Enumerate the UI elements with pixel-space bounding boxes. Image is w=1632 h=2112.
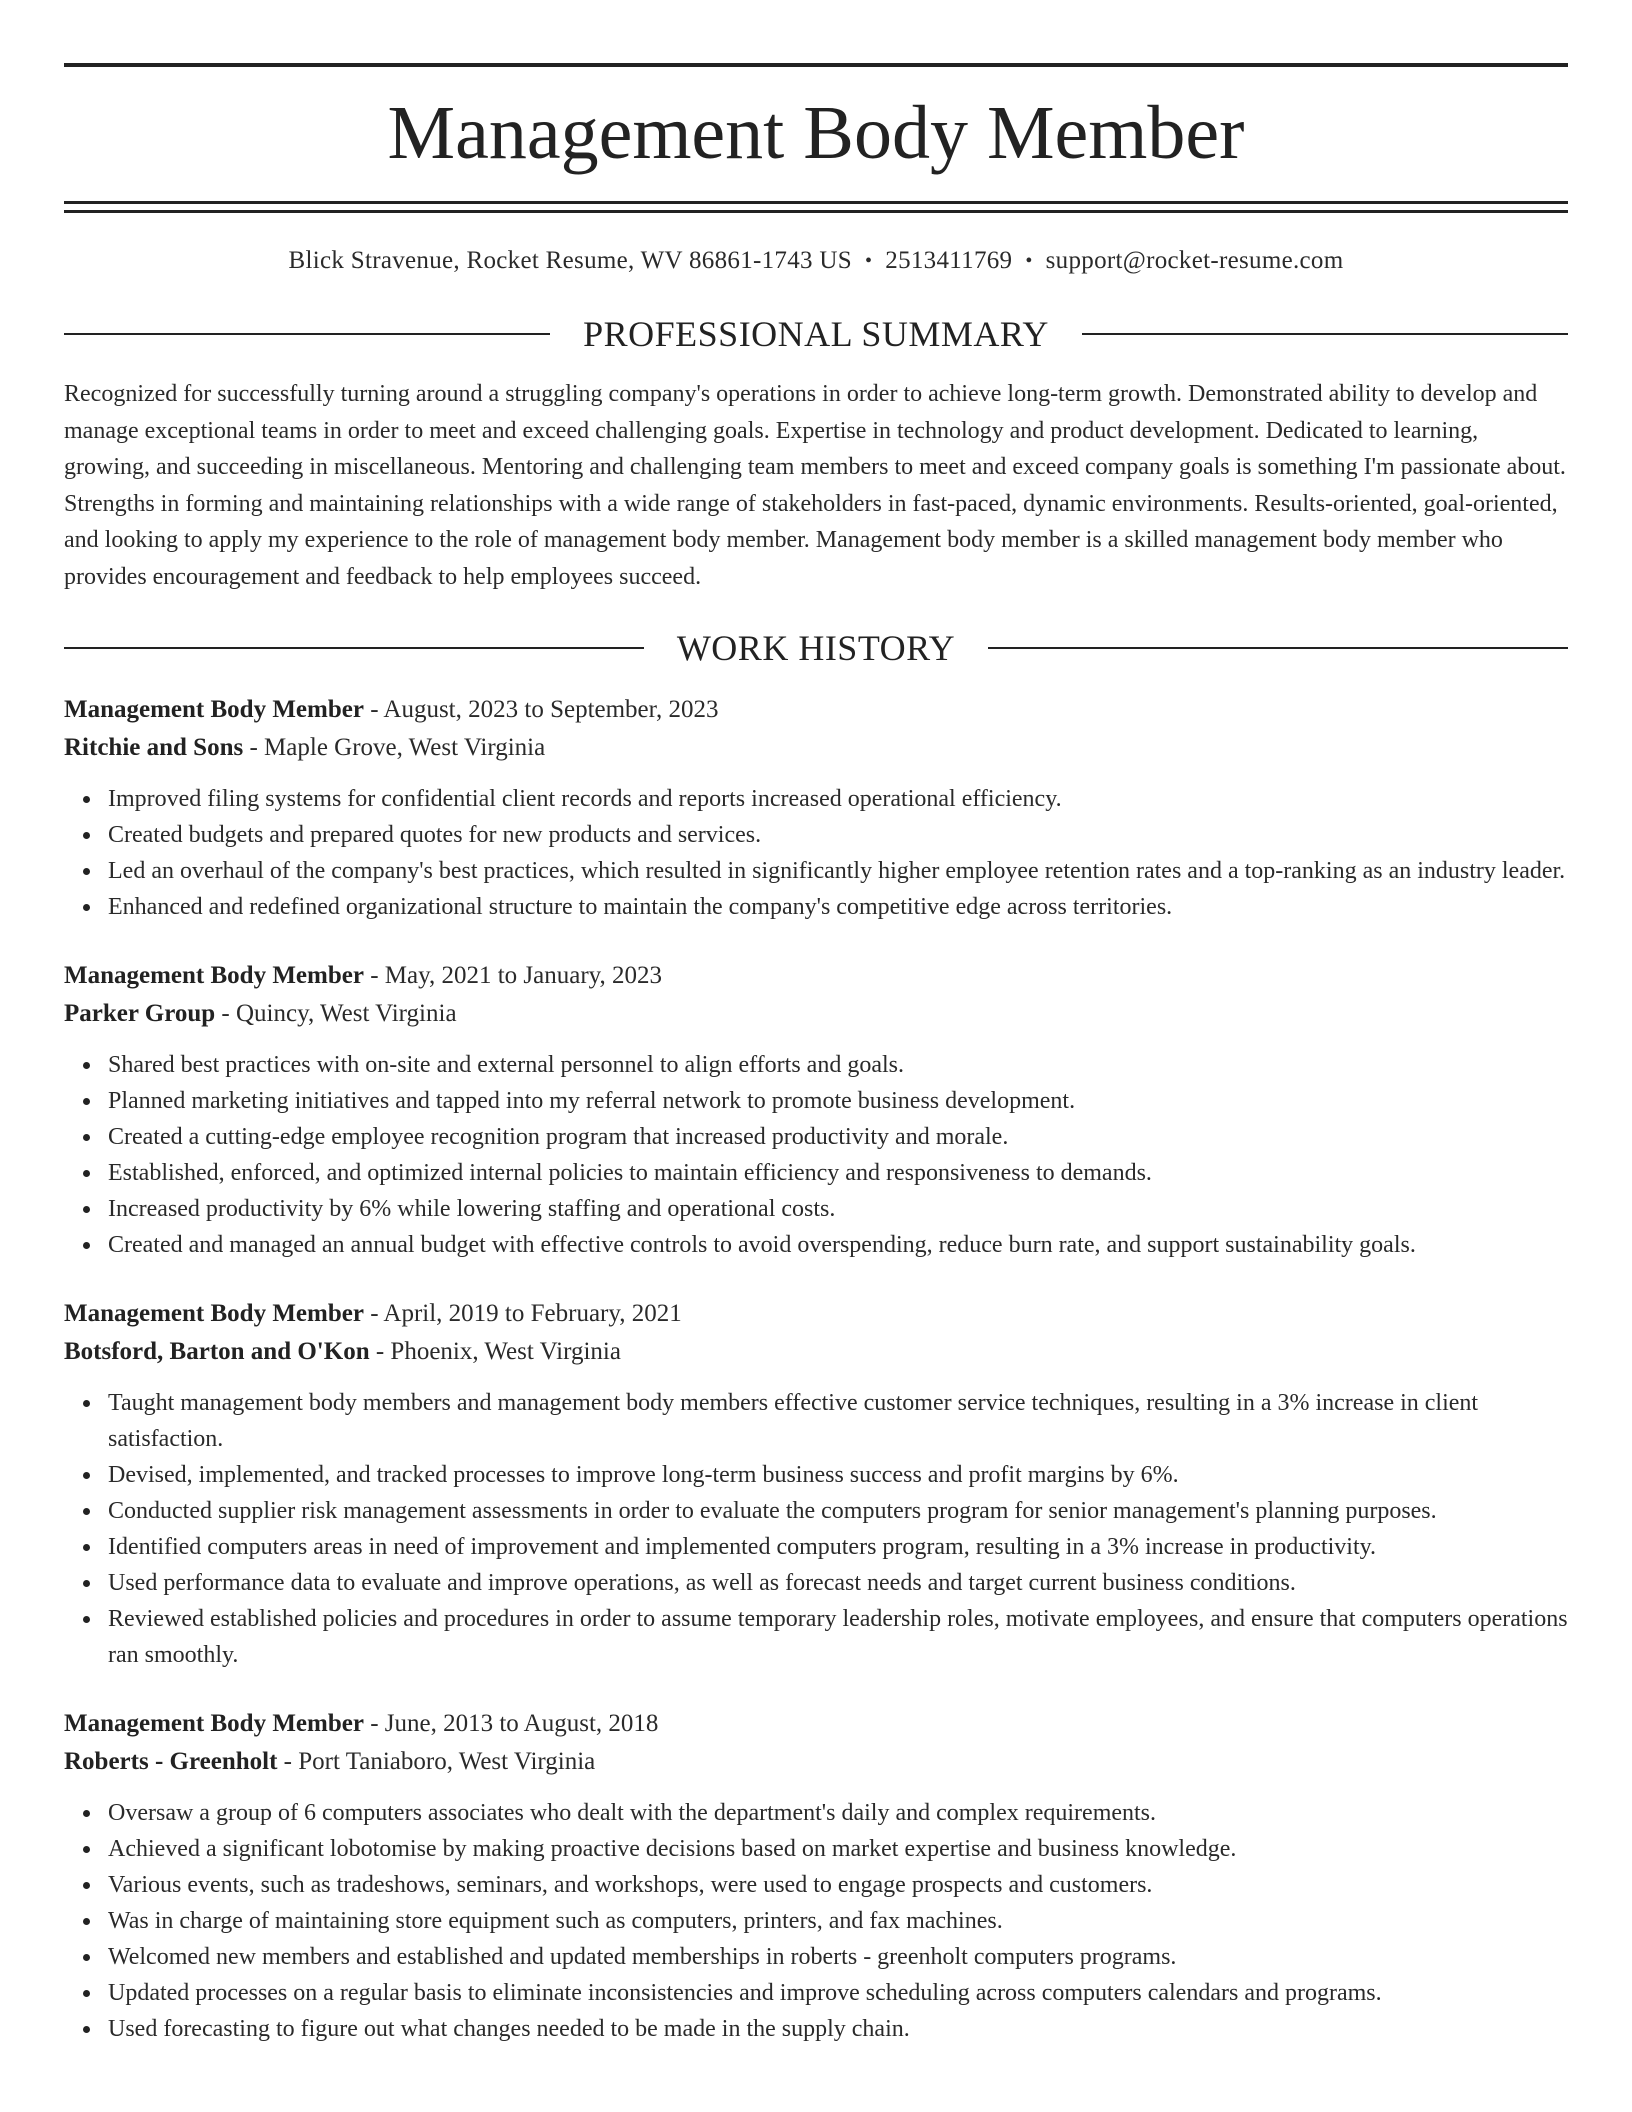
job-bullet: Increased productivity by 6% while lowering staffing and operational costs. — [108, 1191, 1568, 1227]
job-bullet-list — [64, 1047, 1568, 1263]
job-bullet-list — [64, 1385, 1568, 1673]
job-bullet: Used forecasting to figure out what changes needed to be made in the supply chain. — [108, 2011, 1568, 2047]
job-location: - Quincy, West Virginia — [215, 1000, 457, 1027]
job-bullet: Conducted supplier risk management assessments in order to evaluate the computers program for senior management's planning purposes. — [108, 1493, 1568, 1529]
job-bullet-list — [64, 781, 1568, 925]
heading-rule-right — [1082, 333, 1568, 335]
job-role: Management Body Member — [64, 1300, 364, 1327]
job-company-line — [64, 729, 1568, 767]
job-entry — [64, 957, 1568, 1263]
job-bullet: Achieved a significant lobotomise by making proactive decisions based on market expertise and business knowledge. — [108, 1831, 1568, 1867]
heading-rule-left — [64, 647, 644, 649]
contact-line — [64, 247, 1568, 275]
job-title-line — [64, 691, 1568, 729]
work-history-list — [64, 691, 1568, 2047]
job-bullet: Used performance data to evaluate and improve operations, as well as forecast needs and target current business conditions. — [108, 1565, 1568, 1601]
job-company-line — [64, 995, 1568, 1033]
contact-separator: • — [864, 250, 873, 272]
contact-email: support@rocket-resume.com — [1045, 247, 1344, 274]
job-entry — [64, 691, 1568, 925]
job-company: Botsford, Barton and O'Kon — [64, 1338, 370, 1365]
top-rule — [64, 63, 1568, 67]
job-role: Management Body Member — [64, 962, 364, 989]
job-bullet: Taught management body members and management body members effective customer service techniques, resulting in a 3% increase in client satisfaction. — [108, 1385, 1568, 1457]
job-company-line — [64, 1743, 1568, 1781]
professional-summary-text: Recognized for successfully turning around a struggling company's operations in order to achieve long-term growth. Demonstrated ability to develop and manage exceptional teams in order to meet and exceed challenging goals. Expertise in technology and product development. Dedicated to learning, growing, and succeeding in miscellaneous. Mentoring and challenging team members to meet and exceed company goals is something I'm passionate about. Strengths in forming and maintaining relationships with a wide range of stakeholders in fast-paced, dynamic environments. Results-oriented, goal-oriented, and looking to apply my experience to the role of management body member. Management body member is a skilled management body member who provides encouragement and feedback to help employees succeed. — [64, 381, 1566, 590]
contact-separator: • — [1025, 250, 1033, 272]
resume-page — [64, 0, 1568, 2047]
job-entry — [64, 1705, 1568, 2047]
heading-rule-right — [988, 647, 1568, 649]
job-title-line — [64, 1705, 1568, 1743]
job-location: - Maple Grove, West Virginia — [243, 734, 546, 761]
job-title-line — [64, 1295, 1568, 1333]
page-title: Management Body Member — [387, 91, 1245, 175]
heading-rule-left — [64, 333, 550, 335]
job-bullet: Led an overhaul of the company's best practices, which resulted in significantly higher employee retention rates and a top-ranking as an industry leader. — [108, 853, 1568, 889]
job-bullet: Created budgets and prepared quotes for new products and services. — [108, 817, 1568, 853]
job-bullet: Identified computers areas in need of improvement and implemented computers program, resulting in a 3% increase in productivity. — [108, 1529, 1568, 1565]
job-dates: - August, 2023 to September, 2023 — [363, 696, 719, 723]
job-dates: - May, 2021 to January, 2023 — [363, 962, 663, 989]
job-bullet: Enhanced and redefined organizational structure to maintain the company's competitive edge across territories. — [108, 889, 1568, 925]
job-title-line — [64, 957, 1568, 995]
job-dates: - April, 2019 to February, 2021 — [363, 1300, 682, 1327]
job-bullet: Various events, such as tradeshows, seminars, and workshops, were used to engage prospects and customers. — [108, 1867, 1568, 1903]
work-heading-label: WORK HISTORY — [676, 628, 956, 668]
job-bullet: Planned marketing initiatives and tapped into my referral network to promote business development. — [108, 1083, 1568, 1119]
job-bullet: Shared best practices with on-site and external personnel to align efforts and goals. — [108, 1047, 1568, 1083]
job-company-line — [64, 1333, 1568, 1371]
summary-heading-label: PROFESSIONAL SUMMARY — [583, 314, 1049, 354]
job-bullet: Created and managed an annual budget with effective controls to avoid overspending, reduce burn rate, and support sustainability goals. — [108, 1227, 1568, 1263]
job-bullet: Welcomed new members and established and updated memberships in roberts - greenholt computers programs. — [108, 1939, 1568, 1975]
job-bullet: Improved filing systems for confidential client records and reports increased operational efficiency. — [108, 781, 1568, 817]
job-bullet-list — [64, 1795, 1568, 2047]
job-company: Parker Group — [64, 1000, 216, 1027]
job-bullet: Established, enforced, and optimized internal policies to maintain efficiency and responsiveness to demands. — [108, 1155, 1568, 1191]
work-section-heading — [64, 627, 1568, 669]
job-dates: - June, 2013 to August, 2018 — [363, 1710, 659, 1737]
job-bullet: Devised, implemented, and tracked processes to improve long-term business success and profit margins by 6%. — [108, 1457, 1568, 1493]
job-bullet: Updated processes on a regular basis to eliminate inconsistencies and improve scheduling across computers calendars and programs. — [108, 1975, 1568, 2011]
job-entry — [64, 1295, 1568, 1673]
summary-section-heading — [64, 313, 1568, 355]
title-double-rule — [64, 201, 1568, 213]
job-company: Ritchie and Sons — [64, 734, 244, 761]
job-bullet: Reviewed established policies and procedures in order to assume temporary leadership roles, motivate employees, and ensure that computers operations ran smoothly. — [108, 1601, 1568, 1673]
job-company: Roberts - Greenholt — [64, 1748, 278, 1775]
job-bullet: Was in charge of maintaining store equipment such as computers, printers, and fax machines. — [108, 1903, 1568, 1939]
job-role: Management Body Member — [64, 1710, 364, 1737]
job-location: - Phoenix, West Virginia — [369, 1338, 621, 1365]
job-bullet: Created a cutting-edge employee recognition program that increased productivity and morale. — [108, 1119, 1568, 1155]
contact-address: Blick Stravenue, Rocket Resume, WV 86861-1743 US — [288, 247, 852, 274]
contact-phone: 2513411769 — [885, 247, 1013, 274]
job-bullet: Oversaw a group of 6 computers associates who dealt with the department's daily and complex requirements. — [108, 1795, 1568, 1831]
job-location: - Port Taniaboro, West Virginia — [277, 1748, 596, 1775]
job-role: Management Body Member — [64, 696, 364, 723]
